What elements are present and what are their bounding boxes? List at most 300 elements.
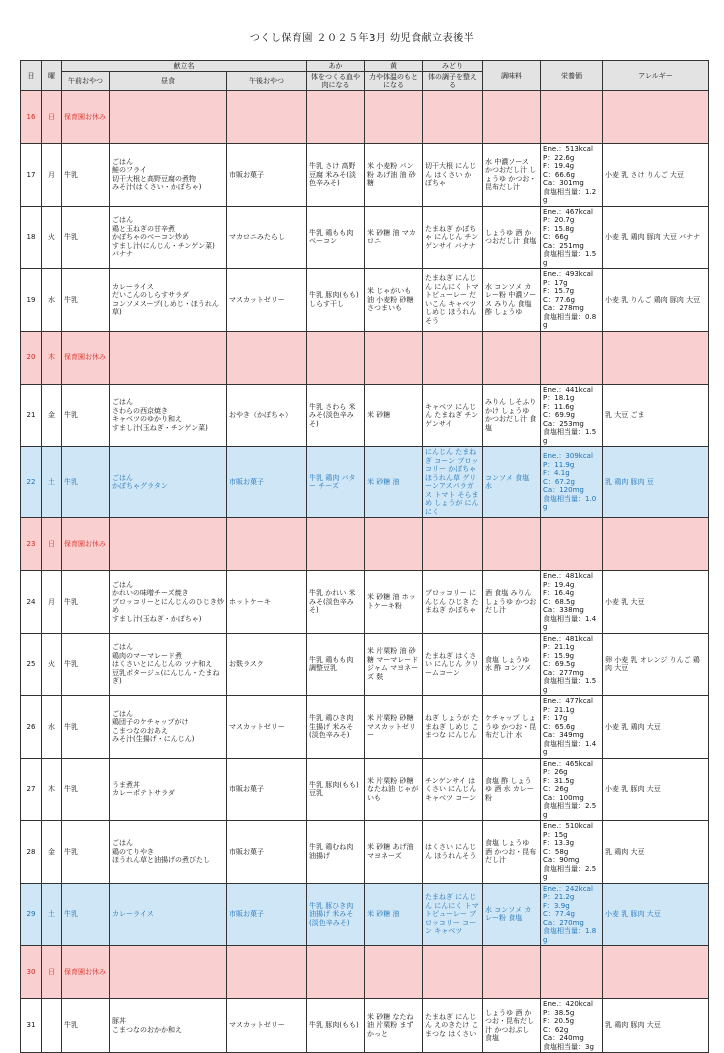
header-day: 日 xyxy=(21,61,42,91)
cell-green: たまねぎ にんじん にんにく トマトピューレー ブロッコリー コーン キャベツ xyxy=(423,883,483,946)
cell-yellow xyxy=(365,91,423,144)
cell-morning-snack: 保育園お休み xyxy=(62,946,110,999)
header-seasoning: 調味料 xyxy=(483,61,541,91)
table-row xyxy=(21,633,709,696)
cell-morning-snack: 牛乳 xyxy=(62,206,110,269)
cell-green: たまねぎ にんじん えのきたけ こまつな はくさい xyxy=(423,999,483,1053)
nutrition-line: Ene.：493kcal xyxy=(543,270,593,278)
nutrition-line: 食塩相当量：1.4g xyxy=(543,614,597,631)
lunch-dish: かれいの味噌チーズ焼き xyxy=(112,589,189,597)
cell-day: 31 xyxy=(21,999,42,1053)
nutrition-line: Ca：278mg xyxy=(543,304,584,312)
cell-seasoning xyxy=(483,518,541,571)
lunch-dish: みそ汁(はくさい・かぼちゃ) xyxy=(112,183,202,192)
nutrition-line: P：21.1g xyxy=(543,705,575,714)
nutrition-line: C：66.6g xyxy=(543,170,575,179)
menu-table xyxy=(20,60,709,1053)
table-row xyxy=(21,946,709,999)
lunch-dish: 鮭のフライ xyxy=(112,166,147,175)
nutrition-line: Ene.：309kcal xyxy=(543,452,593,461)
cell-day: 19 xyxy=(21,269,42,332)
nutrition-line: Ene.：441kcal xyxy=(543,385,593,394)
nutrition-line: Ca：251mg xyxy=(543,241,584,250)
cell-allergy: 小麦 乳 さけ りんご 大豆 xyxy=(603,144,709,207)
cell-green: ねぎ しょうが たまねぎ しめじ こまつな にんじん xyxy=(423,696,483,759)
nutrition-line: Ene.：513kcal xyxy=(543,145,593,153)
lunch-dish: カレーライス xyxy=(112,910,154,918)
cell-green xyxy=(423,91,483,144)
nutrition-line: C：58g xyxy=(543,847,569,856)
header-weekday: 曜 xyxy=(42,61,62,91)
cell-morning-snack: 牛乳 xyxy=(62,384,110,447)
cell-seasoning: 水 コンソメ カレー粉 食塩 xyxy=(483,883,541,946)
nutrition-line: Ene.：477kcal xyxy=(543,697,593,705)
cell-lunch xyxy=(110,91,227,144)
nutrition-line: Ca：120mg xyxy=(543,486,584,495)
nutrition-line: Ca：270mg xyxy=(543,918,584,927)
cell-nutrition xyxy=(541,91,603,144)
cell-green: チンゲンサイ はくさい にんじん キャベツ コーン xyxy=(423,758,483,821)
cell-lunch xyxy=(110,269,227,332)
nutrition-line: P：22.6g xyxy=(543,153,575,162)
cell-allergy: 小麦 乳 豚肉 大豆 xyxy=(603,883,709,946)
cell-nutrition xyxy=(541,633,603,696)
table-row xyxy=(21,518,709,571)
cell-weekday: 日 xyxy=(42,946,62,999)
cell-seasoning: 酒 食塩 みりん しょうゆ かつおだし汁 xyxy=(483,571,541,634)
cell-allergy: 小麦 乳 りんご 鶏肉 豚肉 大豆 xyxy=(603,269,709,332)
cell-yellow xyxy=(365,518,423,571)
cell-yellow: 米 じゃがいも 油 小麦粉 砂糖 さつまいも xyxy=(365,269,423,332)
lunch-dish: すまし汁(玉ねぎ・チンゲン菜) xyxy=(112,423,208,432)
table-row xyxy=(21,999,709,1053)
cell-seasoning: 食塩 酢 しょうゆ 酒 水 カレー粉 xyxy=(483,758,541,821)
cell-morning-snack: 牛乳 xyxy=(62,144,110,207)
cell-morning-snack: 牛乳 xyxy=(62,447,110,518)
header-red-desc: 体をつくる血や肉になる xyxy=(307,72,365,91)
cell-morning-snack: 牛乳 xyxy=(62,633,110,696)
cell-lunch xyxy=(110,331,227,384)
cell-seasoning: 水 中濃ソース かつおだし汁 しょうゆ かつお・昆布だし汁 xyxy=(483,144,541,207)
nutrition-line: C：65.6g xyxy=(543,722,575,731)
header-allergy: アレルギー xyxy=(603,61,709,91)
nutrition-line: F：17g xyxy=(543,714,568,722)
cell-nutrition xyxy=(541,999,603,1053)
cell-afternoon-snack: おやき（かぼちゃ） xyxy=(227,384,307,447)
lunch-dish: ごはん xyxy=(112,398,133,407)
table-row xyxy=(21,696,709,759)
menu-body xyxy=(21,91,709,1053)
nutrition-line: P：17g xyxy=(543,278,568,287)
cell-seasoning: 水 コンソメ カレー粉 中濃ソース みりん 食塩 酢 しょうゆ xyxy=(483,269,541,332)
cell-seasoning: みりん しそふりかけ しょうゆ かつおだし汁 食塩 xyxy=(483,384,541,447)
cell-day: 29 xyxy=(21,883,42,946)
lunch-dish: ごはん xyxy=(112,580,133,589)
cell-afternoon-snack: マカロニみたらし xyxy=(227,206,307,269)
cell-afternoon-snack: 市販お菓子 xyxy=(227,447,307,518)
cell-allergy: 乳 鶏肉 大豆 xyxy=(603,821,709,884)
cell-green: たまねぎ かぼちゃ にんじん チンゲンサイ バナナ xyxy=(423,206,483,269)
header-lunch: 昼食 xyxy=(110,72,227,91)
cell-nutrition xyxy=(541,447,603,518)
lunch-dish: コンソメスープ(しめじ・ほうれん草) xyxy=(112,299,219,317)
header-green-desc: 体の調子を整える xyxy=(423,72,483,91)
lunch-dish: ごはん xyxy=(112,643,133,651)
lunch-dish: 鶏と玉ねぎの甘辛煮 xyxy=(112,224,175,233)
lunch-dish: バナナ xyxy=(112,250,133,258)
nutrition-line: P：21.2g xyxy=(543,893,575,901)
nutrition-line: C：62g xyxy=(543,1025,569,1034)
cell-lunch xyxy=(110,447,227,518)
cell-yellow: 米 砂糖 xyxy=(365,384,423,447)
cell-yellow: 米 砂糖 なたね油 片栗粉 まずかっと xyxy=(365,999,423,1053)
nutrition-line: P：21.1g xyxy=(543,643,575,651)
cell-seasoning xyxy=(483,331,541,384)
cell-lunch xyxy=(110,758,227,821)
cell-afternoon-snack: マスカットゼリー xyxy=(227,696,307,759)
cell-afternoon-snack xyxy=(227,91,307,144)
cell-nutrition xyxy=(541,144,603,207)
nutrition-line: P：26g xyxy=(543,768,568,776)
nutrition-line: Ene.：465kcal xyxy=(543,759,593,768)
cell-yellow: 米 小麦粉 パン粉 あげ油 油 砂糖 xyxy=(365,144,423,207)
cell-nutrition xyxy=(541,269,603,332)
table-row xyxy=(21,206,709,269)
lunch-dish: かぼちゃグラタン xyxy=(112,482,168,490)
cell-morning-snack: 牛乳 xyxy=(62,269,110,332)
cell-green: たまねぎ にんじん にんにく トマトピューレー だいこん キャベツ しめじ ほうれんそう xyxy=(423,269,483,332)
lunch-dish: ブロッコリーとにんじんのひじき炒め xyxy=(112,597,224,614)
cell-lunch xyxy=(110,696,227,759)
lunch-dish: 鶏のてりやき xyxy=(112,847,154,856)
cell-red: 牛乳 豚肉(もも) 豆乳 xyxy=(307,758,365,821)
table-row xyxy=(21,758,709,821)
lunch-dish: かぼちゃのベーコン炒め xyxy=(112,233,189,241)
cell-day: 27 xyxy=(21,758,42,821)
header-yellow-desc: 力や体温のもとになる xyxy=(365,72,423,91)
cell-nutrition xyxy=(541,518,603,571)
cell-green: ブロッコリー にんじん ひじき たまねぎ かぼちゃ xyxy=(423,571,483,634)
cell-morning-snack: 牛乳 xyxy=(62,571,110,634)
cell-nutrition xyxy=(541,384,603,447)
cell-morning-snack: 牛乳 xyxy=(62,883,110,946)
cell-day: 23 xyxy=(21,518,42,571)
table-row xyxy=(21,571,709,634)
header-green-group: みどり xyxy=(423,61,483,72)
cell-weekday: 木 xyxy=(42,758,62,821)
cell-allergy xyxy=(603,946,709,999)
cell-red xyxy=(307,331,365,384)
cell-afternoon-snack: 市販お菓子 xyxy=(227,144,307,207)
cell-yellow: 米 砂糖 油 xyxy=(365,447,423,518)
cell-red: 牛乳 さけ 高野豆腐 米みそ(淡色辛みそ) xyxy=(307,144,365,207)
table-row xyxy=(21,269,709,332)
lunch-dish: こまつなのおあえ xyxy=(112,726,168,735)
cell-nutrition xyxy=(541,331,603,384)
lunch-dish: こまつなのおかか和え xyxy=(112,1025,182,1034)
cell-yellow xyxy=(365,331,423,384)
lunch-dish: 鶏団子のケチャップがけ xyxy=(112,718,189,727)
nutrition-line: P：38.5g xyxy=(543,1008,575,1017)
nutrition-line: F：16.4g xyxy=(543,589,575,597)
cell-lunch xyxy=(110,571,227,634)
cell-morning-snack: 牛乳 xyxy=(62,999,110,1053)
cell-red: 牛乳 鶏ひき肉 生揚げ 米みそ(淡色辛みそ) xyxy=(307,696,365,759)
cell-red: 牛乳 鶏肉 バター チーズ xyxy=(307,447,365,518)
nutrition-line: C：77.6g xyxy=(543,295,575,304)
cell-lunch xyxy=(110,206,227,269)
cell-weekday: 木 xyxy=(42,331,62,384)
nutrition-line: C：69.5g xyxy=(543,660,575,668)
cell-seasoning xyxy=(483,946,541,999)
nutrition-line: Ene.：510kcal xyxy=(543,822,593,830)
cell-afternoon-snack xyxy=(227,331,307,384)
cell-nutrition xyxy=(541,571,603,634)
cell-afternoon-snack: お麩ラスク xyxy=(227,633,307,696)
cell-nutrition xyxy=(541,206,603,269)
cell-allergy: 乳 鶏肉 豚肉 豆 xyxy=(603,447,709,518)
cell-weekday: 土 xyxy=(42,447,62,518)
nutrition-line: Ene.：467kcal xyxy=(543,207,593,216)
cell-day: 30 xyxy=(21,946,42,999)
cell-weekday: 火 xyxy=(42,633,62,696)
cell-weekday: 水 xyxy=(42,696,62,759)
nutrition-line: Ene.：481kcal xyxy=(543,634,593,643)
cell-afternoon-snack: 市販お菓子 xyxy=(227,758,307,821)
nutrition-line: Ca：253mg xyxy=(543,419,584,428)
cell-red: 牛乳 豚ひき肉 油揚げ 米みそ(淡色辛みそ) xyxy=(307,883,365,946)
lunch-dish: ごはん xyxy=(112,839,133,847)
cell-morning-snack: 保育園お休み xyxy=(62,331,110,384)
nutrition-line: C：26g xyxy=(543,785,569,793)
cell-day: 22 xyxy=(21,447,42,518)
nutrition-line: Ca：338mg xyxy=(543,606,584,614)
cell-yellow: 米 砂糖 油 ホットケーキ粉 xyxy=(365,571,423,634)
cell-weekday: 日 xyxy=(42,518,62,571)
nutrition-line: 食塩相当量：1.5g xyxy=(543,677,597,694)
cell-yellow: 米 砂糖 あげ油 マヨネーズ xyxy=(365,821,423,884)
nutrition-line: 食塩相当量：1.0g xyxy=(543,494,597,512)
nutrition-line: 食塩相当量：0.8g xyxy=(543,312,597,329)
header-menu-group: 献立名 xyxy=(62,61,307,72)
cell-lunch xyxy=(110,518,227,571)
cell-weekday: 水 xyxy=(42,269,62,332)
nutrition-line: P：19.4g xyxy=(543,580,575,589)
header-yellow-group: 黄 xyxy=(365,61,423,72)
header-afternoon-snack: 午後おやつ xyxy=(227,72,307,91)
lunch-dish: はくさいとにんじんの ツナ和え xyxy=(112,660,213,668)
nutrition-line: F：3.9g xyxy=(543,901,570,910)
lunch-dish: カレーライス xyxy=(112,282,154,291)
nutrition-line: P：20.7g xyxy=(543,216,575,224)
page-title: つくし保育園 ２０２５年3月 幼児食献立表後半 xyxy=(249,33,475,44)
cell-yellow: 米 片栗粉 砂糖 なたね油 じゃがいも xyxy=(365,758,423,821)
cell-allergy xyxy=(603,91,709,144)
cell-yellow: 米 片栗粉 砂糖 マスカットゼリー xyxy=(365,696,423,759)
nutrition-line: Ca：90mg xyxy=(543,856,580,864)
nutrition-line: Ene.：420kcal xyxy=(543,1000,593,1008)
cell-afternoon-snack xyxy=(227,946,307,999)
nutrition-line: 食塩相当量：1.5g xyxy=(543,250,597,267)
lunch-dish: ごはん xyxy=(112,709,133,718)
cell-seasoning: ケチャップ しょうゆ かつお・昆布だし汁 水 xyxy=(483,696,541,759)
nutrition-line: F：4.1g xyxy=(543,469,570,478)
cell-seasoning: コンソメ 食塩 水 xyxy=(483,447,541,518)
cell-day: 24 xyxy=(21,571,42,634)
cell-afternoon-snack: ホットケーキ xyxy=(227,571,307,634)
nutrition-line: 食塩相当量：1.2g xyxy=(543,187,597,204)
cell-afternoon-snack: マスカットゼリー xyxy=(227,269,307,332)
cell-weekday: 月 xyxy=(42,144,62,207)
cell-afternoon-snack: 市販お菓子 xyxy=(227,883,307,946)
cell-lunch xyxy=(110,946,227,999)
nutrition-line: F：15.9g xyxy=(543,651,575,660)
nutrition-line: 食塩相当量：1.5g xyxy=(543,428,597,445)
cell-green: はくさい にんじん ほうれんそう xyxy=(423,821,483,884)
table-row xyxy=(21,384,709,447)
table-row xyxy=(21,331,709,384)
cell-red: 牛乳 豚肉(もも) しらす干し xyxy=(307,269,365,332)
lunch-dish: みそ汁(生揚げ・にんじん) xyxy=(112,735,195,744)
cell-day: 18 xyxy=(21,206,42,269)
cell-green xyxy=(423,946,483,999)
cell-yellow: 米 砂糖 油 マカロニ xyxy=(365,206,423,269)
cell-day: 17 xyxy=(21,144,42,207)
cell-morning-snack: 保育園お休み xyxy=(62,91,110,144)
cell-lunch xyxy=(110,999,227,1053)
cell-red xyxy=(307,946,365,999)
cell-nutrition xyxy=(541,821,603,884)
cell-lunch xyxy=(110,384,227,447)
cell-morning-snack: 牛乳 xyxy=(62,696,110,759)
nutrition-line: C：67.2g xyxy=(543,477,575,486)
header-red-group: あか xyxy=(307,61,365,72)
cell-day: 25 xyxy=(21,633,42,696)
cell-allergy: 乳 鶏肉 豚肉 大豆 xyxy=(603,999,709,1053)
cell-green: たまねぎ はくさい にんじん クリームコーン xyxy=(423,633,483,696)
nutrition-line: 食塩相当量：1.4g xyxy=(543,739,597,756)
cell-weekday: 月 xyxy=(42,571,62,634)
header-morning-snack: 午前おやつ xyxy=(62,72,110,91)
nutrition-line: F：15.8g xyxy=(543,224,575,233)
cell-afternoon-snack xyxy=(227,518,307,571)
table-row xyxy=(21,447,709,518)
cell-green xyxy=(423,331,483,384)
cell-afternoon-snack: マスカットゼリー xyxy=(227,999,307,1053)
cell-day: 26 xyxy=(21,696,42,759)
cell-nutrition xyxy=(541,883,603,946)
cell-red: 牛乳 鶏もも肉 ベーコン xyxy=(307,206,365,269)
cell-allergy: 小麦 乳 大豆 xyxy=(603,571,709,634)
cell-day: 20 xyxy=(21,331,42,384)
cell-weekday: 金 xyxy=(42,821,62,884)
cell-day: 16 xyxy=(21,91,42,144)
cell-seasoning: 食塩 しょうゆ 酒 かつお・昆布だし汁 xyxy=(483,821,541,884)
cell-allergy xyxy=(603,331,709,384)
lunch-dish: ごはん xyxy=(112,157,133,166)
cell-seasoning: 食塩 しょうゆ 水 酢 コンソメ xyxy=(483,633,541,696)
cell-weekday: 火 xyxy=(42,206,62,269)
nutrition-line: 食塩相当量：3g xyxy=(543,1042,594,1051)
cell-allergy: 小麦 乳 豚肉 大豆 xyxy=(603,758,709,821)
lunch-dish: キャベツのゆかり和え xyxy=(112,415,182,424)
lunch-dish: さわらの西京焼き xyxy=(112,406,168,415)
cell-lunch xyxy=(110,144,227,207)
header-nutrition: 栄養価 xyxy=(541,61,603,91)
nutrition-line: 食塩相当量：2.5g xyxy=(543,802,597,819)
cell-yellow: 米 片栗粉 油 砂糖 マーマレードジャム マヨネーズ 麩 xyxy=(365,633,423,696)
nutrition-line: Ca：277mg xyxy=(543,668,584,677)
nutrition-line: F：13.3g xyxy=(543,839,575,847)
lunch-dish: カレーポテトサラダ xyxy=(112,789,175,798)
lunch-dish: うま煮丼 xyxy=(112,780,140,789)
table-row xyxy=(21,821,709,884)
cell-lunch xyxy=(110,821,227,884)
cell-allergy: 卵 小麦 乳 オレンジ りんご 鶏肉 大豆 xyxy=(603,633,709,696)
cell-red: 牛乳 鶏むね肉 油揚げ xyxy=(307,821,365,884)
cell-weekday: 日 xyxy=(42,91,62,144)
nutrition-line: P：11.9g xyxy=(543,460,575,469)
table-row xyxy=(21,883,709,946)
nutrition-line: Ene.：242kcal xyxy=(543,884,593,893)
lunch-dish: ごはん xyxy=(112,216,133,224)
nutrition-line: Ca：301mg xyxy=(543,179,584,187)
cell-morning-snack: 牛乳 xyxy=(62,758,110,821)
cell-allergy: 小麦 乳 鶏肉 豚肉 大豆 バナナ xyxy=(603,206,709,269)
lunch-dish: すまし汁(玉ねぎ・かぼちゃ) xyxy=(112,614,202,623)
cell-weekday: 金 xyxy=(42,384,62,447)
nutrition-line: P：15g xyxy=(543,830,568,839)
cell-red: 牛乳 鶏もも肉 調整豆乳 xyxy=(307,633,365,696)
cell-green: キャベツ にんじん たまねぎ チンゲンサイ xyxy=(423,384,483,447)
cell-red: 牛乳 さわら 米みそ(淡色辛みそ) xyxy=(307,384,365,447)
nutrition-line: Ca：349mg xyxy=(543,731,584,739)
cell-green: 切干大根 にんじん はくさい か ぼちゃ xyxy=(423,144,483,207)
nutrition-line: C：68.5g xyxy=(543,597,575,606)
cell-red: 牛乳 豚肉(もも) xyxy=(307,999,365,1053)
nutrition-line: F：15.7g xyxy=(543,287,575,295)
nutrition-line: 食塩相当量：1.8g xyxy=(543,927,597,944)
cell-seasoning: しょうゆ 酒 かつお・昆布だし汁 かつおぶし 食塩 xyxy=(483,999,541,1053)
nutrition-line: F：31.5g xyxy=(543,776,575,785)
lunch-dish: 豆乳ポタージュ(にんじん・たまねぎ) xyxy=(112,668,220,685)
cell-red: 牛乳 かれい 米みそ(淡色辛みそ) xyxy=(307,571,365,634)
nutrition-line: F：20.5g xyxy=(543,1017,575,1025)
nutrition-line: P：18.1g xyxy=(543,394,575,402)
cell-yellow xyxy=(365,946,423,999)
cell-day: 21 xyxy=(21,384,42,447)
lunch-dish: 豚丼 xyxy=(112,1017,126,1025)
cell-weekday xyxy=(42,999,62,1053)
lunch-dish: 鶏肉のマーマレード煮 xyxy=(112,651,182,660)
cell-morning-snack: 牛乳 xyxy=(62,821,110,884)
lunch-dish: 切干大根と高野豆腐の煮物 xyxy=(112,174,196,183)
lunch-dish: だいこんのしらすサラダ xyxy=(112,291,189,300)
cell-seasoning: しょうゆ 酒 かつおだし汁 食塩 xyxy=(483,206,541,269)
cell-green xyxy=(423,518,483,571)
cell-weekday: 土 xyxy=(42,883,62,946)
table-row xyxy=(21,91,709,144)
lunch-dish: ほうれん草と油揚げの煮びたし xyxy=(112,856,210,864)
cell-afternoon-snack: 市販お菓子 xyxy=(227,821,307,884)
nutrition-line: Ca：240mg xyxy=(543,1034,584,1042)
cell-nutrition xyxy=(541,758,603,821)
cell-seasoning xyxy=(483,91,541,144)
cell-nutrition xyxy=(541,946,603,999)
nutrition-line: C：69.9g xyxy=(543,411,575,419)
nutrition-line: F：11.6g xyxy=(543,402,575,411)
nutrition-line: F：19.4g xyxy=(543,162,575,170)
